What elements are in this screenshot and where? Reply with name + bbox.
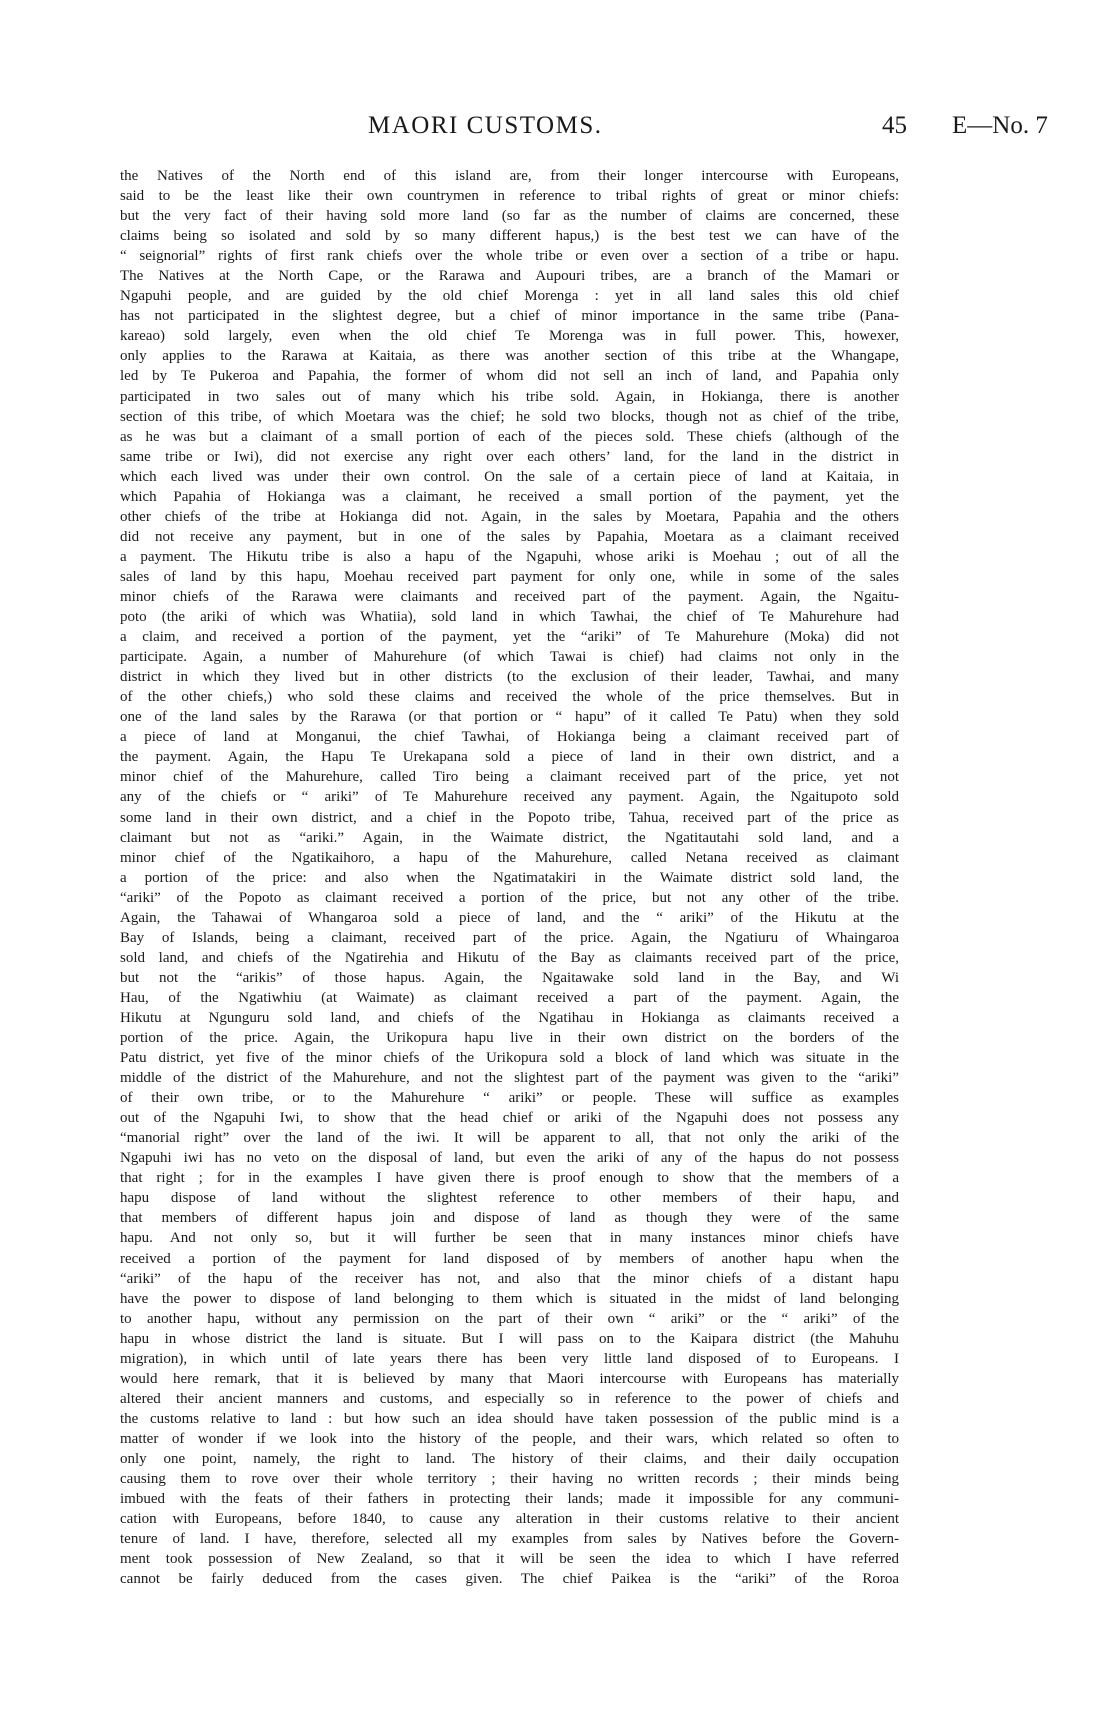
text-line: a piece of land at Monganui, the chief Tawhai, of Hokianga being a claimant received part of <box>120 729 899 746</box>
text-line: did not receive any payment, but in one of the sales by Papahia, Moetara as a claimant received <box>120 528 899 545</box>
text-line: ment took possession of New Zealand, so that it will be seen the idea to which I have referred <box>120 1551 899 1568</box>
text-line: that right ; for in the examples I have given there is proof enough to show that the members of a <box>120 1170 899 1187</box>
text-line: hapu dispose of land without the slightest reference to other members of their hapu, and <box>120 1190 899 1207</box>
text-line: “manorial right” over the land of the iwi. It will be apparent to all, that not only the ariki of the <box>120 1130 899 1147</box>
text-line: migration), in which until of late years there has been very little land disposed of to Europeans. I <box>120 1350 899 1367</box>
text-line: Again, the Tahawai of Whangaroa sold a piece of land, and the “ ariki” of the Hikutu at the <box>120 909 899 926</box>
text-line: the Natives of the North end of this island are, from their longer intercourse with Europeans, <box>120 168 899 184</box>
text-line: a claim, and received a portion of the payment, yet the “ariki” of Te Mahurehure (Moka) did not <box>120 629 899 646</box>
text-line: led by Te Pukeroa and Papahia, the former of whom did not sell an inch of land, and Papahia only <box>120 368 899 385</box>
text-line: cation with Europeans, before 1840, to cause any alteration in their customs relative to their ancient <box>120 1511 899 1528</box>
text-line: only one point, namely, the right to land. The history of their claims, and their daily occupation <box>120 1451 899 1467</box>
text-line: hapu. And not only so, but it will further be seen that in many instances minor chiefs have <box>120 1230 899 1247</box>
text-line: imbued with the feats of their fathers in protecting their lands; made it impossible for any communi- <box>120 1491 899 1508</box>
text-line: out of the Ngapuhi Iwi, to show that the head chief or ariki of the Ngapuhi does not possess any <box>120 1110 899 1127</box>
text-line: portion of the price. Again, the Urikopura hapu live in their own district on the borders of the <box>120 1030 899 1047</box>
text-line: participated in two sales out of many which his tribe sold. Again, in Hokianga, there is another <box>120 388 899 405</box>
text-line: which Papahia of Hokianga was a claimant, he received a small portion of the payment, yet the <box>120 488 899 505</box>
text-line: minor chief of the Mahurehure, called Tiro being a claimant received part of the price, yet not <box>120 769 899 786</box>
text-line: the payment. Again, the Hapu Te Urekapana sold a piece of land in their own district, and a <box>120 749 899 766</box>
text-line: poto (the ariki of which was Whatiia), sold land in which Tawhai, the chief of Te Mahurehure had <box>120 609 899 626</box>
text-line: other chiefs of the tribe at Hokianga did not. Again, in the sales by Moetara, Papahia and the others <box>120 508 899 525</box>
text-line: “ariki” of the hapu of the receiver has not, and also that the minor chiefs of a distant hapu <box>120 1270 899 1287</box>
text-line: middle of the district of the Mahurehure, and not the slightest part of the payment was given to the “ariki” <box>120 1070 899 1087</box>
text-line: claimant but not as “ariki.” Again, in the Waimate district, the Ngatitautahi sold land, and a <box>120 829 899 846</box>
text-line: kareao) sold largely, even when the old chief Te Morenga was in full power. This, howexer, <box>120 328 899 345</box>
text-line: as he was but a claimant of a small portion of each of the pieces sold. These chiefs (although of the <box>120 428 899 445</box>
text-line: participate. Again, a number of Mahurehure (of which Tawai is chief) had claims not only in the <box>120 649 899 666</box>
text-line: sales of land by this hapu, Moehau received part payment for only one, while in some of the sales <box>120 568 899 585</box>
text-line: the customs relative to land : but how such an idea should have taken possession of the public mind is a <box>120 1410 899 1427</box>
text-line: “ seignorial” rights of first rank chiefs over the whole tribe or even over a section of a tribe or hapu. <box>120 248 899 265</box>
text-line: sold land, and chiefs of the Ngatirehia and Hikutu of the Bay as claimants received part of the price, <box>120 949 899 966</box>
text-line: received a portion of the payment for land disposed of by members of another hapu when the <box>120 1250 899 1267</box>
text-line: “ariki” of the Popoto as claimant received a portion of the price, but not any other of the tribe. <box>120 889 899 906</box>
text-line: claims being so isolated and sold by so many different hapus,) is the best test we can have of the <box>120 228 899 245</box>
text-line: minor chief of the Ngatikaihoro, a hapu of the Mahurehure, called Netana received as claimant <box>120 849 899 866</box>
text-line: altered their ancient manners and customs, and especially so in reference to the power of chiefs and <box>120 1390 899 1407</box>
document-reference: E—No. 7 <box>952 112 1048 139</box>
text-line: Hau, of the Ngatiwhiu (at Waimate) as claimant received a part of the payment. Again, the <box>120 989 899 1006</box>
text-line: tenure of land. I have, therefore, selected all my examples from sales by Natives before the Govern- <box>120 1531 899 1548</box>
text-line: to another hapu, without any permission on the part of their own “ ariki” or the “ ariki” of the <box>120 1310 899 1327</box>
text-line: any of the chiefs or “ ariki” of Te Mahurehure received any payment. Again, the Ngaitupoto sold <box>120 789 899 806</box>
text-line: causing them to rove over their whole territory ; their having no written records ; their minds being <box>120 1471 899 1488</box>
text-line: of the other chiefs,) who sold these claims and received the whole of the price themselves. But in <box>120 689 899 706</box>
text-line: Bay of Islands, being a claimant, received part of the price. Again, the Ngatiuru of Whaingaroa <box>120 929 899 946</box>
text-line: but not the “arikis” of those hapus. Again, the Ngaitawake sold land in the Bay, and Wi <box>120 969 899 986</box>
text-line: of their own tribe, or to the Mahurehure “ ariki” or people. These will suffice as examples <box>120 1090 899 1107</box>
text-line: would here remark, that it is believed by many that Maori intercourse with Europeans has materially <box>120 1370 899 1387</box>
text-line: some land in their own district, and a chief in the Popoto tribe, Tahua, received part of the price as <box>120 809 899 826</box>
text-line: hapu in whose district the land is situate. But I will pass on to the Kaipara district (the Mahuhu <box>120 1330 899 1347</box>
text-line: said to be the least like their own countrymen in reference to tribal rights of great or minor chiefs: <box>120 188 899 205</box>
text-line: minor chiefs of the Rarawa were claimants and received part of the payment. Again, the Ngaitu- <box>120 588 899 605</box>
text-line: Patu district, yet five of the minor chiefs of the Urikopura sold a block of land which was situate in the <box>120 1050 899 1067</box>
text-line: Ngapuhi people, and are guided by the old chief Morenga : yet in all land sales this old chief <box>120 288 899 305</box>
text-line: only applies to the Rarawa at Kaitaia, as there was another section of this tribe at the Whangape, <box>120 348 899 365</box>
text-line: a payment. The Hikutu tribe is also a hapu of the Ngapuhi, whose ariki is Moehau ; out of all the <box>120 548 899 565</box>
text-line: has not participated in the slightest degree, but a chief of minor importance in the same tribe (Pana- <box>120 308 899 325</box>
page-number: 45 <box>882 112 907 139</box>
text-line: district in which they lived but in other districts (to the exclusion of their leader, Tawhai, and many <box>120 669 899 686</box>
text-line: but the very fact of their having sold more land (so far as the number of claims are concerned, these <box>120 208 899 225</box>
text-line: one of the land sales by the Rarawa (or that portion or “ hapu” of it called Te Patu) when they sold <box>120 709 899 726</box>
text-line: same tribe or Iwi), did not exercise any right over each others’ land, for the land in the district in <box>120 448 899 465</box>
text-line: cannot be fairly deduced from the cases given. The chief Paikea is the “ariki” of the Roroa <box>120 1571 899 1588</box>
text-line: section of this tribe, of which Moetara was the chief; he sold two blocks, though not as chief of the tribe, <box>120 408 899 425</box>
running-title: MAORI CUSTOMS. <box>368 112 603 139</box>
text-line: have the power to dispose of land belonging to them which is situated in the midst of land belonging <box>120 1290 899 1307</box>
text-line: Ngapuhi iwi has no veto on the disposal of land, but even the ariki of any of the hapus do not possess <box>120 1150 899 1167</box>
text-line: Hikutu at Ngunguru sold land, and chiefs of the Ngatihau in Hokianga as claimants received a <box>120 1009 899 1026</box>
text-line: that members of different hapus join and dispose of land as though they were of the same <box>120 1210 899 1227</box>
body-text <box>120 166 899 1589</box>
page-header <box>0 112 1114 152</box>
text-line: matter of wonder if we look into the history of the people, and their wars, which related so often to <box>120 1430 899 1447</box>
text-line: The Natives at the North Cape, or the Rarawa and Aupouri tribes, are a branch of the Mamari or <box>120 268 899 285</box>
text-line: a portion of the price: and also when the Ngatimatakiri in the Waimate district sold land, the <box>120 869 899 886</box>
text-line: which each lived was under their own control. On the sale of a certain piece of land at Kaitaia, in <box>120 468 899 485</box>
